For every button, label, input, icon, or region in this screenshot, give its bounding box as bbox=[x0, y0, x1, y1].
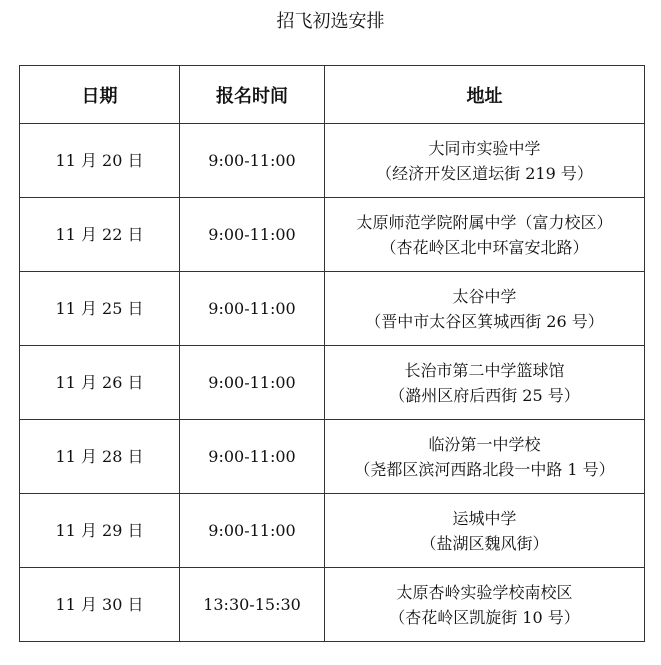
table-row bbox=[20, 346, 645, 420]
address-name: 大同市实验中学 bbox=[428, 138, 541, 158]
address-detail: （尧都区滨河西路北段一中路 1 号） bbox=[354, 459, 615, 479]
page-title: 招飞初选安排 bbox=[276, 11, 385, 32]
cell-address bbox=[325, 124, 645, 198]
address-detail: （经济开发区道坛街 219 号） bbox=[376, 163, 593, 183]
cell-time: 9:00-11:00 bbox=[180, 494, 325, 568]
address-detail: （杏花岭区凯旋街 10 号） bbox=[389, 607, 580, 627]
cell-date: 11 月 29 日 bbox=[20, 494, 180, 568]
cell-address bbox=[325, 494, 645, 568]
address-name: 太原杏岭实验学校南校区 bbox=[396, 582, 573, 602]
address-detail: （盐湖区魏风街） bbox=[420, 533, 549, 553]
cell-date: 11 月 30 日 bbox=[20, 568, 180, 642]
address-name: 临汾第一中学校 bbox=[428, 434, 541, 454]
cell-time: 9:00-11:00 bbox=[180, 346, 325, 420]
cell-address bbox=[325, 272, 645, 346]
cell-address bbox=[325, 346, 645, 420]
cell-date: 11 月 25 日 bbox=[20, 272, 180, 346]
cell-address bbox=[325, 568, 645, 642]
cell-time: 9:00-11:00 bbox=[180, 420, 325, 494]
address-name: 运城中学 bbox=[452, 508, 517, 528]
cell-time: 9:00-11:00 bbox=[180, 124, 325, 198]
cell-date: 11 月 28 日 bbox=[20, 420, 180, 494]
table-header-row bbox=[20, 66, 645, 124]
address-name: 长治市第二中学篮球馆 bbox=[404, 360, 565, 380]
address-name: 太谷中学 bbox=[452, 286, 517, 306]
table-row bbox=[20, 568, 645, 642]
header-address: 地址 bbox=[325, 66, 645, 124]
address-detail: （杏花岭区北中环富安北路） bbox=[380, 237, 589, 257]
cell-date: 11 月 20 日 bbox=[20, 124, 180, 198]
cell-address bbox=[325, 420, 645, 494]
cell-date: 11 月 26 日 bbox=[20, 346, 180, 420]
schedule-table bbox=[19, 65, 645, 642]
cell-time: 9:00-11:00 bbox=[180, 272, 325, 346]
table-row bbox=[20, 124, 645, 198]
address-detail: （潞州区府后西街 25 号） bbox=[389, 385, 580, 405]
table-row bbox=[20, 494, 645, 568]
table-row bbox=[20, 420, 645, 494]
header-date: 日期 bbox=[20, 66, 180, 124]
cell-date: 11 月 22 日 bbox=[20, 198, 180, 272]
address-name: 太原师范学院附属中学（富力校区） bbox=[356, 212, 613, 232]
cell-time: 13:30-15:30 bbox=[180, 568, 325, 642]
address-detail: （晋中市太谷区箕城西街 26 号） bbox=[365, 311, 604, 331]
cell-time: 9:00-11:00 bbox=[180, 198, 325, 272]
cell-address bbox=[325, 198, 645, 272]
table-row bbox=[20, 272, 645, 346]
table-row bbox=[20, 198, 645, 272]
header-time: 报名时间 bbox=[180, 66, 325, 124]
